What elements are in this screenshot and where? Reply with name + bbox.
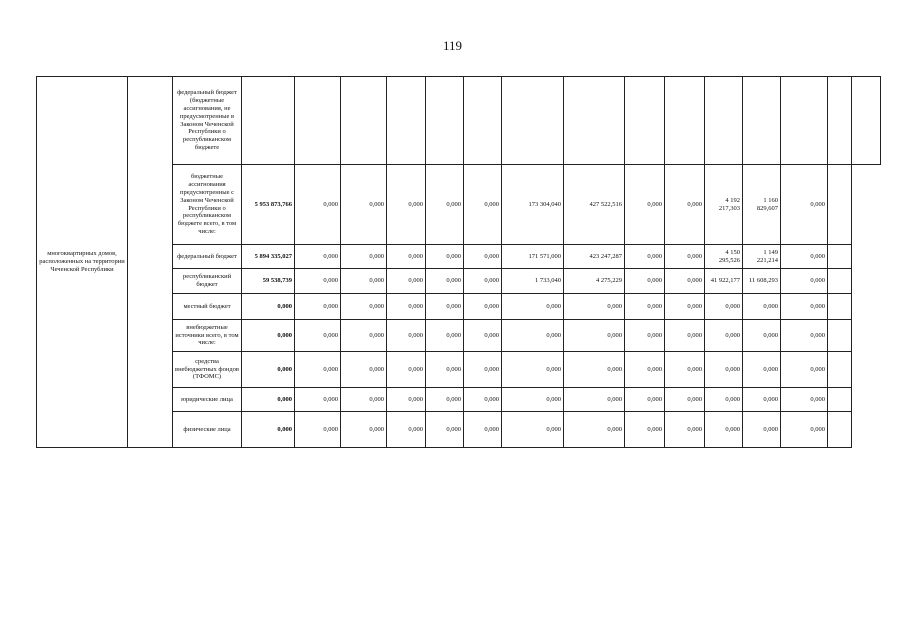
value-cell: 0,000 (743, 412, 781, 448)
value-cell (464, 77, 502, 165)
total-cell: 0,000 (242, 412, 295, 448)
value-cell: 0,000 (665, 412, 705, 448)
value-cell: 0,000 (341, 352, 387, 388)
value-cell: 4 192 217,303 (705, 165, 743, 245)
funding-source-cell: федеральный бюджет (173, 245, 242, 269)
value-cell: 0,000 (743, 320, 781, 352)
value-cell: 0,000 (625, 294, 665, 320)
value-cell: 0,000 (295, 294, 341, 320)
value-cell: 0,000 (502, 294, 564, 320)
value-cell: 0,000 (705, 294, 743, 320)
value-cell: 0,000 (295, 245, 341, 269)
value-cell: 0,000 (295, 388, 341, 412)
budget-table (36, 76, 881, 448)
value-cell: 0,000 (426, 269, 464, 294)
value-cell: 0,000 (665, 352, 705, 388)
value-cell: 0,000 (387, 294, 426, 320)
value-cell: 0,000 (781, 269, 828, 294)
value-cell: 0,000 (341, 388, 387, 412)
value-cell: 0,000 (341, 320, 387, 352)
value-cell: 0,000 (502, 320, 564, 352)
value-cell: 0,000 (665, 165, 705, 245)
value-cell: 0,000 (743, 388, 781, 412)
value-cell (828, 245, 852, 269)
funding-source-cell: федеральный бюджет (бюджетные ассигнования, не предусмотренные в Законом Чеченской Республики о республиканском бюджете (173, 77, 242, 165)
total-cell: 0,000 (242, 388, 295, 412)
value-cell: 0,000 (743, 294, 781, 320)
value-cell (295, 77, 341, 165)
value-cell (387, 77, 426, 165)
value-cell: 0,000 (564, 412, 625, 448)
value-cell: 0,000 (295, 165, 341, 245)
value-cell: 0,000 (464, 269, 502, 294)
value-cell: 0,000 (341, 294, 387, 320)
value-cell (828, 352, 852, 388)
value-cell: 0,000 (625, 352, 665, 388)
value-cell (625, 77, 665, 165)
value-cell (426, 77, 464, 165)
value-cell: 1 160 829,607 (743, 165, 781, 245)
value-cell: 0,000 (625, 320, 665, 352)
value-cell: 0,000 (665, 320, 705, 352)
value-cell: 0,000 (564, 294, 625, 320)
funding-source-cell: внебюджетные источники всего, в том числе: (173, 320, 242, 352)
funding-source-cell: бюджетные ассигнования предусмотренные с Законом Чеченской Республики о республиканском бюджете всего, в том числе: (173, 165, 242, 245)
value-cell: 0,000 (781, 165, 828, 245)
value-cell: 0,000 (341, 269, 387, 294)
value-cell: 0,000 (426, 165, 464, 245)
funding-source-cell: физические лица (173, 412, 242, 448)
value-cell: 0,000 (387, 165, 426, 245)
value-cell: 0,000 (464, 320, 502, 352)
page-number: 119 (442, 38, 463, 53)
value-cell: 0,000 (464, 412, 502, 448)
value-cell: 0,000 (464, 245, 502, 269)
value-cell (828, 77, 852, 165)
value-cell: 0,000 (781, 294, 828, 320)
value-cell: 0,000 (502, 388, 564, 412)
value-cell: 0,000 (426, 320, 464, 352)
value-cell: 173 304,040 (502, 165, 564, 245)
budget-table-body (37, 77, 881, 448)
value-cell: 41 922,177 (705, 269, 743, 294)
total-cell: 5 894 335,027 (242, 245, 295, 269)
value-cell: 0,000 (387, 352, 426, 388)
total-cell (242, 77, 295, 165)
value-cell (781, 77, 828, 165)
funding-source-cell: республиканский бюджет (173, 269, 242, 294)
value-cell: 0,000 (464, 165, 502, 245)
value-cell: 0,000 (295, 269, 341, 294)
value-cell: 0,000 (781, 352, 828, 388)
value-cell: 0,000 (387, 269, 426, 294)
value-cell: 0,000 (464, 294, 502, 320)
value-cell: 0,000 (625, 245, 665, 269)
value-cell (828, 412, 852, 448)
value-cell (828, 388, 852, 412)
value-cell: 0,000 (426, 412, 464, 448)
value-cell: 0,000 (625, 388, 665, 412)
value-cell: 0,000 (341, 245, 387, 269)
value-cell (828, 294, 852, 320)
value-cell: 0,000 (295, 412, 341, 448)
value-cell: 11 608,293 (743, 269, 781, 294)
value-cell: 0,000 (705, 320, 743, 352)
value-cell: 0,000 (387, 320, 426, 352)
value-cell (828, 269, 852, 294)
total-cell: 0,000 (242, 352, 295, 388)
value-cell: 0,000 (341, 165, 387, 245)
value-cell: 0,000 (665, 245, 705, 269)
value-cell (743, 77, 781, 165)
value-cell: 0,000 (387, 388, 426, 412)
total-cell: 0,000 (242, 320, 295, 352)
value-cell: 0,000 (743, 352, 781, 388)
value-cell (705, 77, 743, 165)
funding-source-cell: средства внебюджетных фондов (ТФОМС) (173, 352, 242, 388)
value-cell: 0,000 (295, 352, 341, 388)
value-cell: 0,000 (781, 412, 828, 448)
value-cell: 0,000 (625, 269, 665, 294)
value-cell: 171 571,000 (502, 245, 564, 269)
value-cell: 0,000 (625, 412, 665, 448)
value-cell (502, 77, 564, 165)
table-row (37, 77, 881, 165)
value-cell: 0,000 (705, 388, 743, 412)
value-cell: 0,000 (781, 388, 828, 412)
value-cell: 0,000 (464, 388, 502, 412)
value-cell: 1 149 221,214 (743, 245, 781, 269)
value-cell: 0,000 (502, 352, 564, 388)
value-cell: 0,000 (705, 352, 743, 388)
value-cell: 423 247,287 (564, 245, 625, 269)
value-cell: 0,000 (705, 412, 743, 448)
value-cell: 0,000 (387, 412, 426, 448)
value-cell: 0,000 (502, 412, 564, 448)
value-cell: 0,000 (426, 294, 464, 320)
value-cell (665, 77, 705, 165)
value-cell: 0,000 (426, 245, 464, 269)
value-cell: 0,000 (464, 352, 502, 388)
value-cell: 0,000 (564, 320, 625, 352)
value-cell: 427 522,516 (564, 165, 625, 245)
value-cell: 0,000 (665, 388, 705, 412)
value-cell (828, 320, 852, 352)
total-cell: 5 953 873,766 (242, 165, 295, 245)
value-cell: 0,000 (426, 388, 464, 412)
value-cell: 0,000 (295, 320, 341, 352)
empty-cell (128, 77, 173, 448)
value-cell: 0,000 (665, 269, 705, 294)
value-cell: 0,000 (781, 320, 828, 352)
value-cell: 0,000 (387, 245, 426, 269)
total-cell: 59 538,739 (242, 269, 295, 294)
value-cell: 0,000 (426, 352, 464, 388)
value-cell (852, 77, 881, 165)
value-cell (828, 165, 852, 245)
value-cell: 0,000 (564, 388, 625, 412)
object-name-cell: многоквартирных домов, расположенных на территории Чеченской Республики (37, 77, 128, 448)
value-cell: 0,000 (781, 245, 828, 269)
funding-source-cell: местный бюджет (173, 294, 242, 320)
value-cell (341, 77, 387, 165)
value-cell: 1 733,040 (502, 269, 564, 294)
funding-source-cell: юридические лица (173, 388, 242, 412)
total-cell: 0,000 (242, 294, 295, 320)
value-cell: 4 150 295,526 (705, 245, 743, 269)
value-cell: 0,000 (341, 412, 387, 448)
value-cell: 4 275,229 (564, 269, 625, 294)
value-cell (564, 77, 625, 165)
value-cell: 0,000 (665, 294, 705, 320)
value-cell: 0,000 (625, 165, 665, 245)
value-cell: 0,000 (564, 352, 625, 388)
